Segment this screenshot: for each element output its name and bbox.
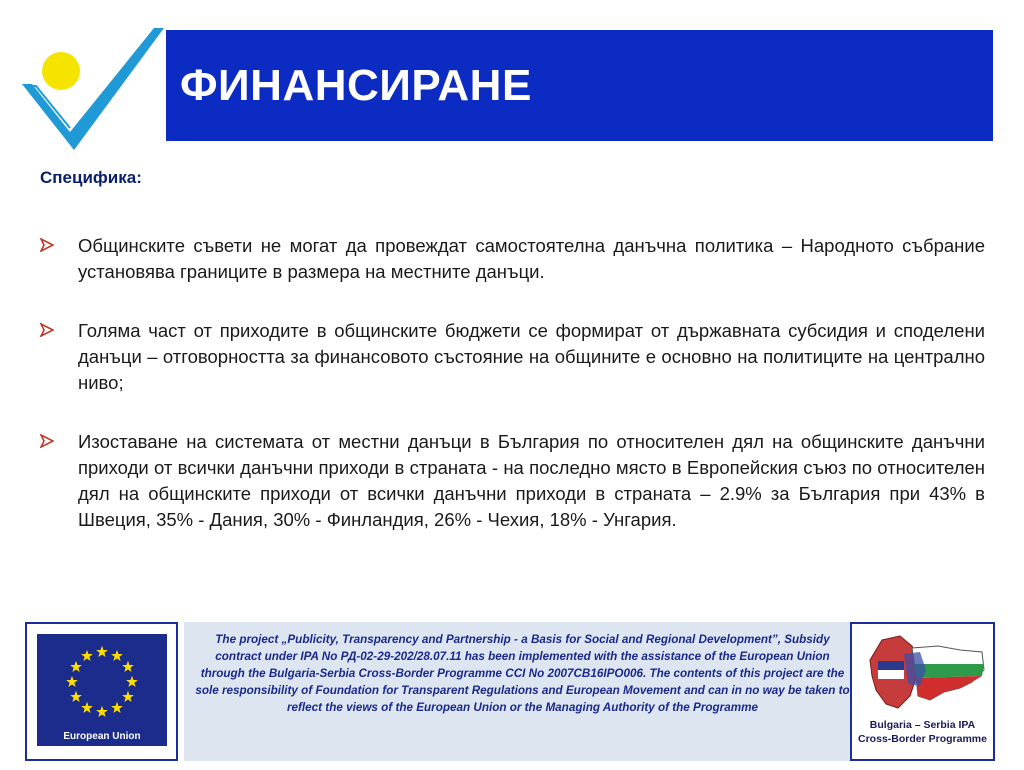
list-item [40,233,985,285]
bullet-text: Общинските съвети не могат да провеждат самостоятелна данъчна политика – Народното събрание установява границите в размера на местните данъци. [78,235,985,282]
section-subtitle: Специфика: [40,168,142,187]
eu-logo-box [25,622,178,761]
programme-label-line1: Bulgaria – Serbia IPA [869,719,976,731]
bullet-text: Голяма част от приходите в общинските бюджети се формират от държавната субсидия и споделени данъци – отговорността за финансовото състояние на общините е основно на политиците на централно ниво; [78,320,985,393]
project-disclaimer: The project „Publicity, Transparency and Partnership - a Basis for Social and Regional Development”, Subsidy contract under IPA No РД-02-29-202/28.07.11 has been implemented with the assistance of the European Union through the Bulgaria-Serbia Cross-Border Programme CCI No 2007CB16IPO006. The contents of this project are the sole responsibility of Foundation for Transparent Regulations and European Movement and can in no way be taken to reflect the views of the European Union or the Managing Authority of the Programme [184,622,861,761]
bullet-list [40,233,985,566]
eu-flag-icon [37,634,167,734]
arrow-bullet-icon [40,429,78,453]
list-item [40,429,985,533]
list-item [40,318,985,396]
arrow-bullet-icon [40,233,78,257]
programme-label-line2: Cross-Border Programme [858,733,987,745]
arrow-bullet-icon [40,318,78,342]
eu-label: European Union [37,728,167,746]
title-bar [166,30,993,141]
programme-logo-box [850,622,995,761]
bulgaria-serbia-map-icon [860,630,988,716]
programme-label [852,718,993,746]
footer [18,618,996,770]
bullet-text: Изоставане на системата от местни данъци в България по относителен дял на общинските данъчни приходи от всички данъчни приходи в страната - на последно място в Европейския съюз по относителен дял на общинските приходи от всички данъчни приходи в страната – 2.9% за България при 43% в Швеция, 35% - Дания, 30% - Финландия, 26% - Чехия, 18% - Унгария. [78,431,985,530]
checkmark-sun-logo-icon [18,28,166,156]
page-title: ФИНАНСИРАНЕ [180,60,532,110]
